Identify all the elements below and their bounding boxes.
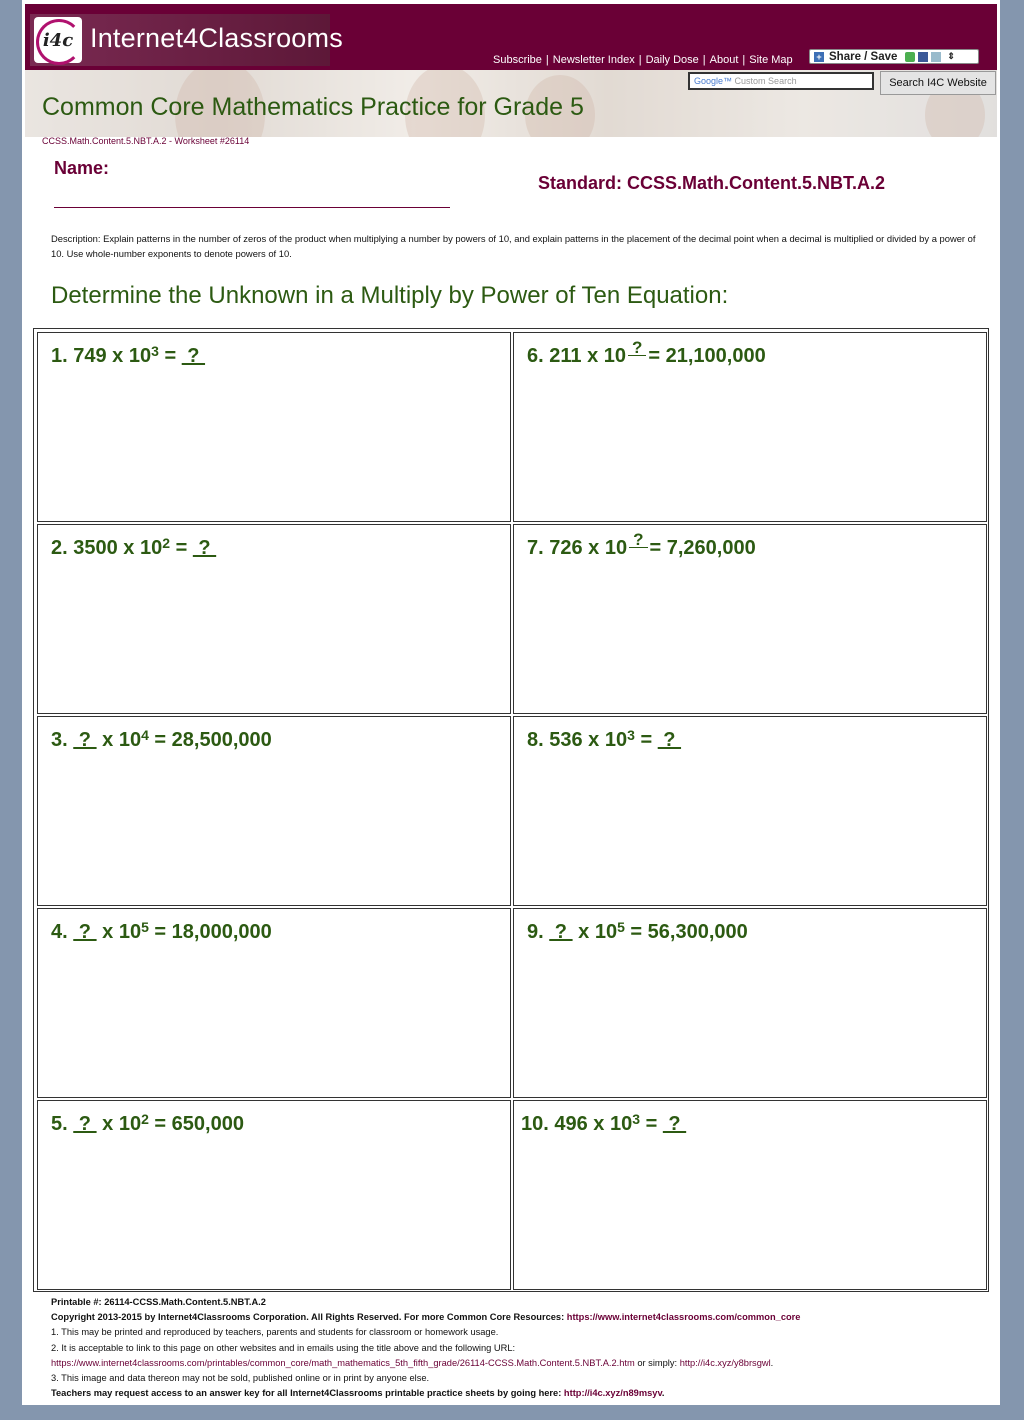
common-core-link[interactable]: https://www.internet4classrooms.com/common_core <box>566 1312 801 1323</box>
usage-line-2: 2. It is acceptable to link to this page on other websites and in emails using the title above and the following URL: <box>51 1342 516 1353</box>
question-4: 4. ? x $10^5 = 18,000,000$ <box>51 919 272 943</box>
nav-separator: | <box>638 54 642 66</box>
search-button[interactable]: Search I4C Website <box>880 71 996 95</box>
facebook-icon <box>918 52 928 62</box>
question-cell-7 <box>513 524 987 714</box>
nav-about[interactable]: About <box>709 54 739 66</box>
question-8: 8. 536 x $10^3$ = ? <box>527 727 682 751</box>
share-green-icon <box>905 52 915 62</box>
logo-text: Internet4Classrooms <box>90 23 343 53</box>
question-cell-9 <box>513 908 987 1098</box>
answer-blank: ? <box>628 341 646 356</box>
top-navigation <box>493 54 793 66</box>
nav-separator: | <box>742 54 746 66</box>
name-label: Name: <box>54 158 110 178</box>
nav-site-map[interactable]: Site Map <box>749 54 793 66</box>
worksheet-page <box>22 0 1000 1405</box>
answer-blank: ? <box>73 921 97 943</box>
copyright: Copyright 2013-2015 by Internet4Classrooms Corporation. All Rights Reserved. For more Common Core Resources: https://www.internet4classrooms.com/common_core <box>51 1312 801 1323</box>
question-6: 6. 211 x 10 ? = 21,100,000 <box>527 338 766 367</box>
question-cell-4 <box>37 908 511 1098</box>
question-9: 9. ? x $10^5 = 56,300,000$ <box>527 919 748 943</box>
usage-line-1: 1. This may be printed and reproduced by teachers, parents and students for classroom or homework usage. <box>51 1327 499 1338</box>
logo-mark-text: i4c <box>42 29 74 51</box>
question-1: 1. 749 x $10^3$ = ? <box>51 343 206 367</box>
standard-label: Standard: CCSS.Math.Content.5.NBT.A.2 <box>538 173 886 193</box>
search-input[interactable] <box>688 72 874 90</box>
long-url-link[interactable]: https://www.internet4classrooms.com/printables/common_core/math_mathematics_5th_fifth_grade/26114-CCSS.Math.Content.5.NBT.A.2.htm <box>51 1357 635 1368</box>
search-placeholder: Custom Search <box>734 76 797 86</box>
answer-blank: ? <box>662 1113 687 1135</box>
section-title: Determine the Unknown in a Multiply by Power of Ten Equation: <box>51 282 729 309</box>
nav-newsletter-index[interactable]: Newsletter Index <box>552 54 635 66</box>
question-cell-8 <box>513 716 987 906</box>
chevron-updown-icon: ⇕ <box>947 51 955 61</box>
search-brand: Google™ <box>694 76 733 86</box>
answer-key-line: Teachers may request access to an answer key for all Internet4Classrooms printable practice sheets by going here: http://i4c.xyz/n89msyv. <box>51 1388 665 1399</box>
site-logo[interactable] <box>30 14 343 66</box>
questions-grid <box>33 328 989 1292</box>
question-2: 2. 3500 x $10^2$ = ? <box>51 535 217 559</box>
nav-daily-dose[interactable]: Daily Dose <box>645 54 699 66</box>
breadcrumb: CCSS.Math.Content.5.NBT.A.2 - Worksheet #26114 <box>42 136 250 146</box>
page-title: Common Core Mathematics Practice for Grade 5 <box>42 93 584 121</box>
answer-blank: ? <box>73 1113 97 1135</box>
question-cell-5 <box>37 1100 511 1290</box>
question-cell-10 <box>513 1100 987 1290</box>
answer-blank: ? <box>181 345 206 367</box>
answer-blank: ? <box>629 533 647 548</box>
question-cell-3 <box>37 716 511 906</box>
nav-separator: | <box>545 54 549 66</box>
share-label: Share / Save <box>829 50 898 63</box>
url-line: https://www.internet4classrooms.com/printables/common_core/math_mathematics_5th_fifth_grade/26114-CCSS.Math.Content.5.NBT.A.2.htm or simply: http://i4c.xyz/y8brsgwl. <box>51 1357 774 1368</box>
nav-separator: | <box>702 54 706 66</box>
plus-icon: + <box>814 52 824 62</box>
answer-blank: ? <box>192 537 217 559</box>
answer-blank: ? <box>549 921 573 943</box>
question-cell-6 <box>513 332 987 522</box>
answer-blank: ? <box>657 729 682 751</box>
twitter-icon <box>931 52 941 62</box>
question-cell-1 <box>37 332 511 522</box>
nav-subscribe[interactable]: Subscribe <box>493 54 542 66</box>
short-url-link[interactable]: http://i4c.xyz/y8brsgwl <box>679 1357 771 1368</box>
question-10: 10. 496 x $10^3$ = ? <box>521 1111 687 1135</box>
description: Description: Explain patterns in the number of zeros of the product when multiplying a number by powers of 10, and explain patterns in the placement of the decimal point when a decimal is multiplied or divided by a power of 10. Use whole-number exponents to denote powers of 10. <box>51 233 976 259</box>
question-5: 5. ? x $10^2 = 650,000$ <box>51 1111 244 1135</box>
i4c-logo-icon <box>34 17 82 63</box>
name-line <box>54 207 450 208</box>
usage-line-3: 3. This image and data thereon may not be sold, published online or in print by anyone else. <box>51 1373 430 1384</box>
worksheet-footer <box>51 1295 991 1401</box>
site-header <box>25 4 997 70</box>
printable-number: Printable #: 26114-CCSS.Math.Content.5.NBT.A.2 <box>51 1297 266 1307</box>
question-3: 3. ? x $10^4 = 28,500,000$ <box>51 727 272 751</box>
question-cell-2 <box>37 524 511 714</box>
share-save-button[interactable] <box>809 49 979 64</box>
question-7: 7. 726 x 10 ? = 7,260,000 <box>527 530 756 559</box>
answer-key-link[interactable]: http://i4c.xyz/n89msyv <box>563 1388 662 1399</box>
answer-blank: ? <box>73 729 97 751</box>
